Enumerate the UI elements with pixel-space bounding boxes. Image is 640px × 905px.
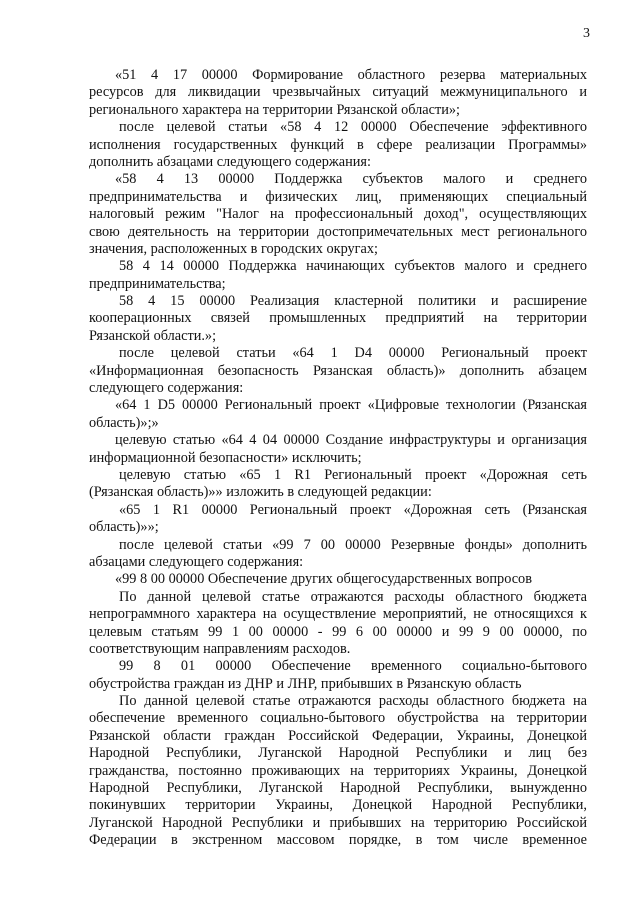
text-line: «Информационная безопасность Рязанская область)» дополнить абзацем bbox=[89, 362, 587, 379]
text-line: Рязанской области граждан Российской Федерации, Украины, Донецкой bbox=[89, 727, 587, 744]
paragraph bbox=[89, 397, 587, 432]
text-line: дополнить абзацами следующего содержания: bbox=[89, 153, 371, 170]
text-line: после целевой статьи «99 7 00 00000 Резервные фонды» дополнить bbox=[119, 536, 587, 553]
text-line: ресурсов для ликвидации чрезвычайных ситуаций межмуниципального и bbox=[89, 84, 587, 101]
text-line: Народной Республики, Луганской Народной Республики, вынужденно bbox=[89, 780, 587, 797]
text-line: 58 4 14 00000 Поддержка начинающих субъектов малого и среднего bbox=[119, 258, 587, 275]
text-line: По данной целевой статье отражаются расходы областного бюджета bbox=[119, 588, 587, 605]
paragraph bbox=[89, 537, 587, 572]
text-line: По данной целевой статье отражаются расходы областного бюджета на bbox=[119, 693, 587, 710]
paragraph bbox=[89, 258, 587, 293]
text-line: 58 4 15 00000 Реализация кластерной политики и расширение bbox=[119, 293, 587, 310]
paragraph bbox=[89, 467, 587, 502]
text-line: абзацами следующего содержания: bbox=[89, 553, 304, 570]
text-line: свою деятельность на территории достопримечательных мест регионального bbox=[89, 223, 587, 240]
paragraph bbox=[89, 589, 587, 659]
text-line: «65 1 R1 00000 Региональный проект «Дорожная сеть (Рязанская bbox=[119, 501, 587, 518]
text-line: Федерации в экстренном массовом порядке, в том числе временное bbox=[89, 832, 587, 849]
text-line: целевую статью «65 1 R1 Региональный проект «Дорожная сеть bbox=[119, 466, 587, 483]
text-line: (Рязанская область)»» изложить в следующей редакции: bbox=[89, 484, 432, 501]
text-line: после целевой статьи «58 4 12 00000 Обеспечение эффективного bbox=[119, 119, 587, 136]
paragraph bbox=[89, 432, 587, 467]
text-line: область)»»; bbox=[89, 519, 159, 536]
page-number: 3 bbox=[583, 26, 590, 41]
text-line: Рязанской области.»; bbox=[89, 327, 217, 344]
text-line: налоговый режим "Налог на профессиональный доход", осуществляющих bbox=[89, 206, 587, 223]
text-line: следующего содержания: bbox=[89, 380, 244, 397]
text-line: после целевой статьи «64 1 D4 00000 Региональный проект bbox=[119, 345, 587, 362]
paragraph bbox=[89, 345, 587, 397]
text-line: гражданства, постоянно проживающих на территориях Украины, Донецкой bbox=[89, 762, 587, 779]
paragraph bbox=[89, 119, 587, 171]
text-line: непрограммного характера на осуществление мероприятий, не относящихся к bbox=[89, 606, 587, 623]
paragraph bbox=[89, 171, 587, 258]
text-line: «64 1 D5 00000 Региональный проект «Цифровые технологии (Рязанская bbox=[115, 397, 587, 414]
text-line: предпринимательства; bbox=[89, 275, 226, 292]
paragraph bbox=[89, 571, 587, 588]
text-line: «99 8 00 00000 Обеспечение других общегосударственных вопросов bbox=[115, 571, 532, 588]
text-line: значения, расположенных в городских округах; bbox=[89, 240, 379, 257]
text-line: регионального характера на территории Рязанской области»; bbox=[89, 101, 461, 118]
text-line: целевую статью «64 4 04 00000 Создание инфраструктуры и организация bbox=[115, 432, 587, 449]
text-line: целевым статьям 99 1 00 00000 - 99 6 00 00000 и 99 9 00 00000, по bbox=[89, 623, 587, 640]
paragraph bbox=[89, 658, 587, 693]
text-line: «58 4 13 00000 Поддержка субъектов малого и среднего bbox=[115, 171, 587, 188]
text-line: покинувших территории Украины, Донецкой Народной Республики, bbox=[89, 797, 587, 814]
text-line: информационной безопасности» исключить; bbox=[89, 449, 362, 466]
text-line: 99 8 01 00000 Обеспечение временного социально-бытового bbox=[119, 658, 587, 675]
text-line: Луганской Народной Республики и прибывших на территорию Российской bbox=[89, 814, 587, 831]
text-line: Народной Республики, Луганской Народной Республики и лиц без bbox=[89, 745, 587, 762]
paragraph bbox=[89, 67, 587, 119]
text-line: соответствующим направлениям расходов. bbox=[89, 640, 351, 657]
paragraph bbox=[89, 693, 587, 850]
document-body bbox=[89, 67, 587, 850]
text-line: исполнения государственных функций в сфере реализации Программы» bbox=[89, 136, 587, 153]
text-line: «51 4 17 00000 Формирование областного резерва материальных bbox=[115, 67, 587, 83]
text-line: обеспечение временного социально-бытового обустройства на территории bbox=[89, 710, 587, 727]
text-line: кооперационных связей промышленных предприятий на территории bbox=[89, 310, 587, 327]
text-line: область)»;» bbox=[89, 414, 159, 431]
paragraph bbox=[89, 293, 587, 345]
text-line: обустройства граждан из ДНР и ЛНР, прибывших в Рязанскую область bbox=[89, 675, 522, 692]
text-line: предпринимательства и физических лиц, применяющих специальный bbox=[89, 188, 587, 205]
paragraph bbox=[89, 502, 587, 537]
